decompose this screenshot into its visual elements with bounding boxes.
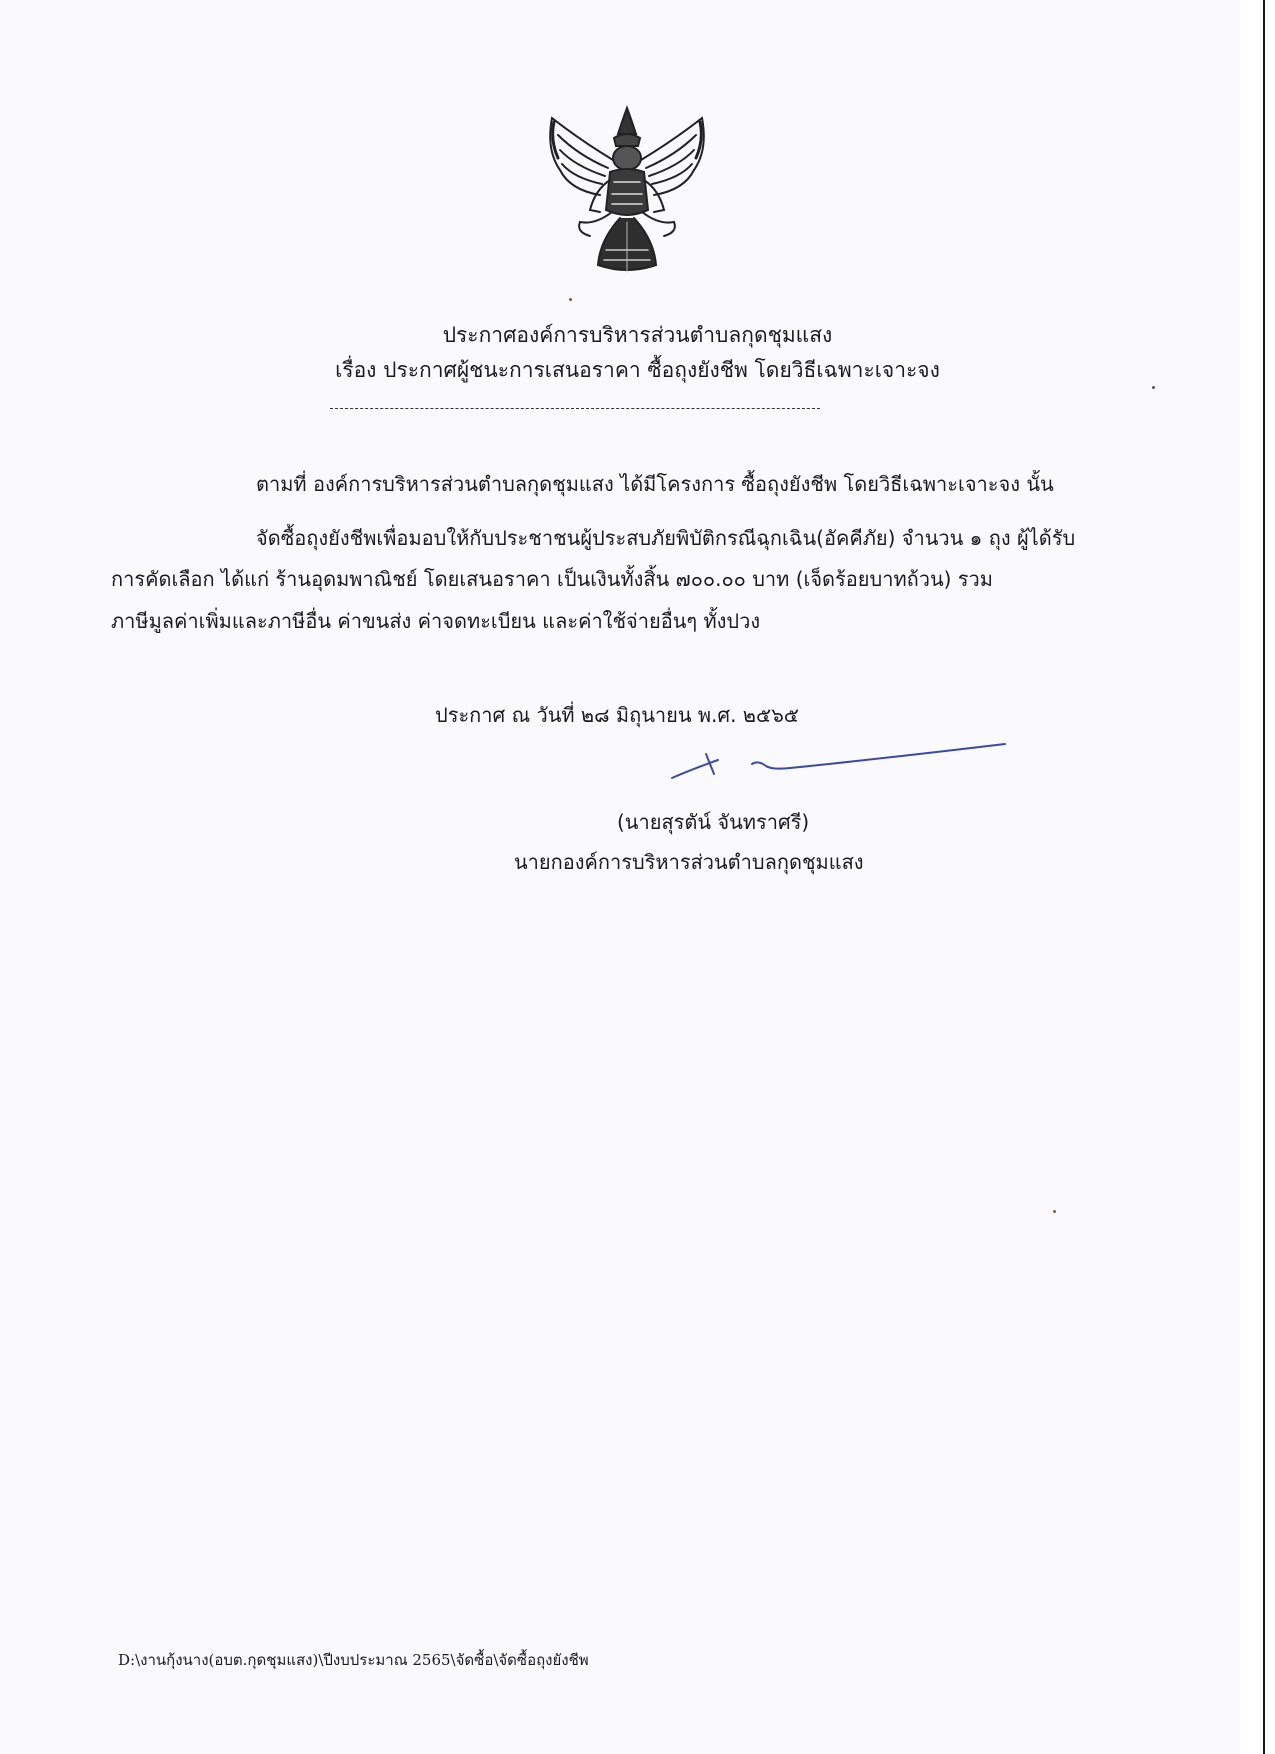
- scan-speck: [569, 298, 572, 301]
- garuda-emblem-icon: [540, 100, 715, 280]
- body-paragraph-1: ตามที่ องค์การบริหารส่วนตำบลกุดชุมแสง ได้มีโครงการ ซื้อถุงยังชีพ โดยวิธีเฉพาะเจาะจง นั้น: [256, 472, 1054, 496]
- scan-speck: [1053, 1210, 1056, 1213]
- announcement-date: ประกาศ ณ วันที่ ๒๘ มิถุนายน พ.ศ. ๒๕๖๕: [435, 703, 799, 727]
- handwritten-signature: [670, 730, 1020, 790]
- body-paragraph-2-line-2: การคัดเลือก ได้แก่ ร้านอุดมพาณิชย์ โดยเสนอราคา เป็นเงินทั้งสิ้น ๗๐๐.๐๐ บาท (เจ็ดร้อยบาทถ้วน) รวม: [111, 567, 993, 591]
- body-paragraph-2-line-1: จัดซื้อถุงยังชีพเพื่อมอบให้กับประชาชนผู้ประสบภัยพิบัติกรณีฉุกเฉิน(อัคคีภัย) จำนวน ๑ ถุง ผู้ได้รับ: [256, 526, 1076, 550]
- announcement-title: ประกาศองค์การบริหารส่วนตำบลกุดชุมแสง: [442, 323, 833, 347]
- signer-name: (นายสุรตัน์ จันทราศรี): [617, 810, 810, 834]
- file-path-footer: D:\งานกุ้งนาง(อบต.กุดชุมแสง)\ปีงบประมาณ 2565\จัดซื้อ\จัดซื้อถุงยังชีพ: [118, 1651, 589, 1669]
- divider: [330, 408, 820, 409]
- scan-edge-line: [1263, 0, 1265, 1754]
- scan-margin: [1240, 0, 1275, 1754]
- scan-speck: [1152, 386, 1155, 389]
- signer-position: นายกองค์การบริหารส่วนตำบลกุดชุมแสง: [514, 850, 864, 874]
- body-paragraph-2-line-3: ภาษีมูลค่าเพิ่มและภาษีอื่น ค่าขนส่ง ค่าจดทะเบียน และค่าใช้จ่ายอื่นๆ ทั้งปวง: [111, 609, 761, 633]
- announcement-subject: เรื่อง ประกาศผู้ชนะการเสนอราคา ซื้อถุงยังชีพ โดยวิธีเฉพาะเจาะจง: [335, 358, 940, 382]
